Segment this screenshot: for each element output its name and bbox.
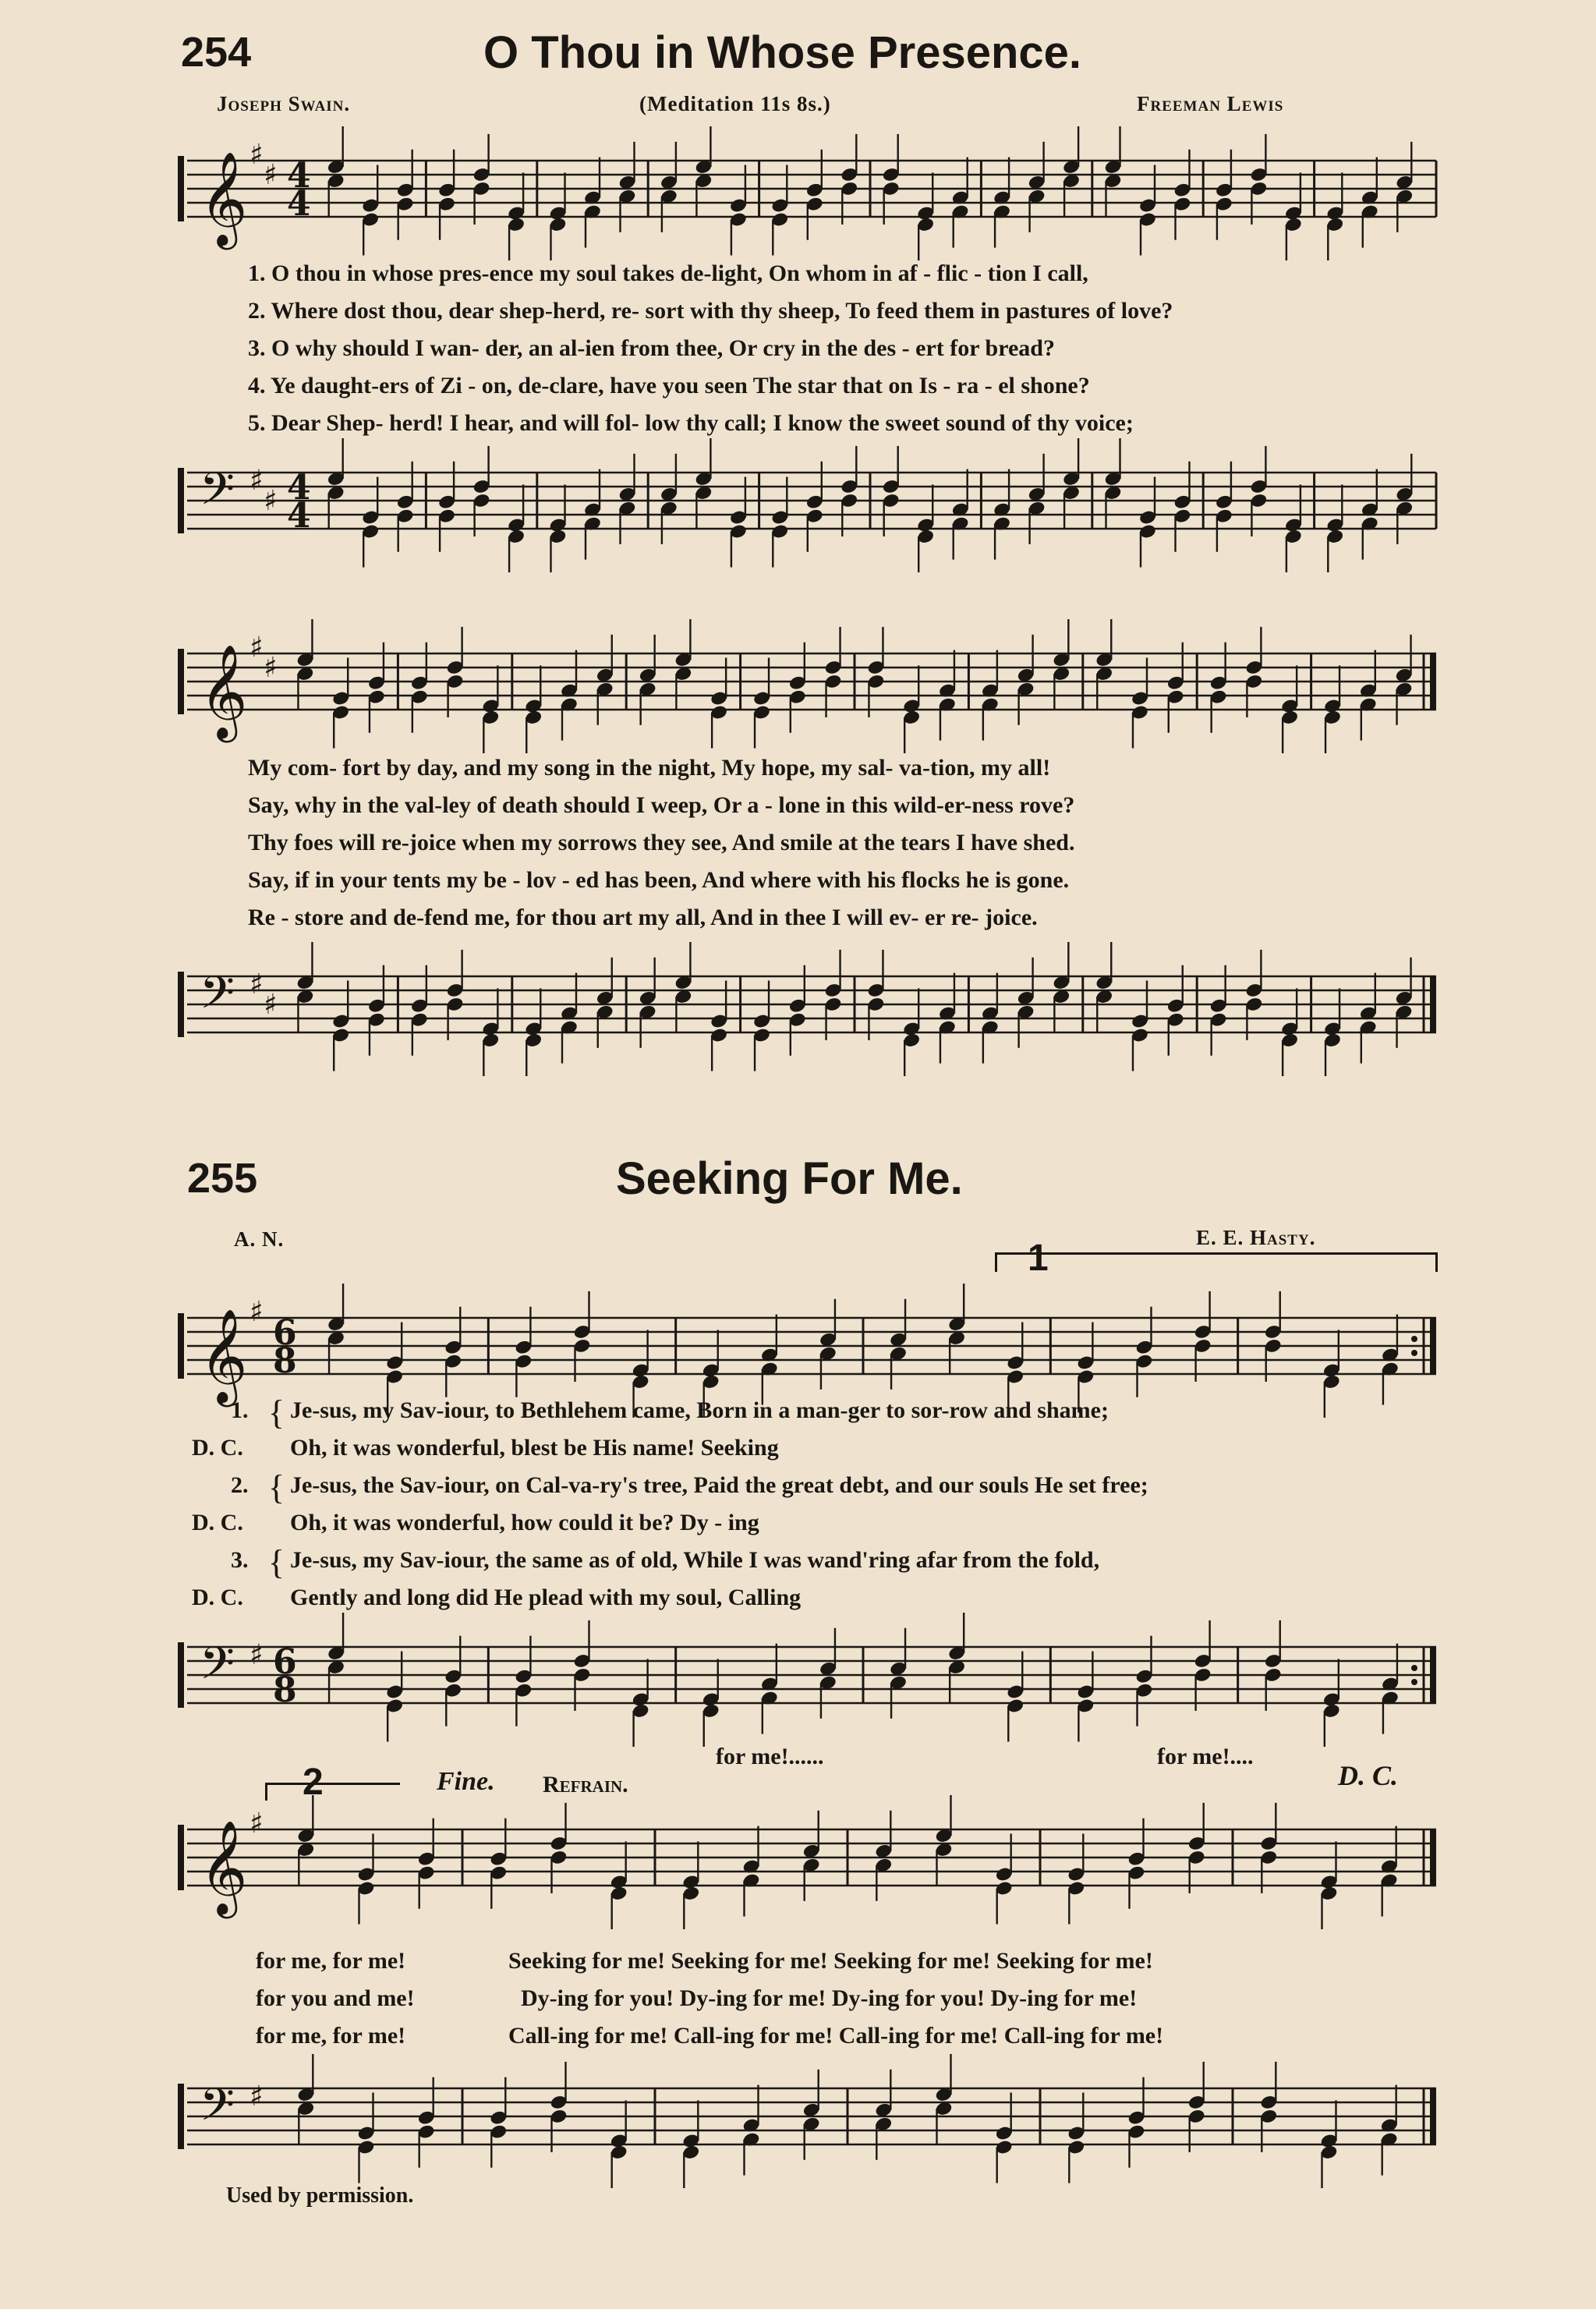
hymn-254-composer: Freeman Lewis [1137,92,1284,115]
refrain-start-2: for you and me! [256,1985,415,2011]
staff-254-treble-1 [178,137,1441,254]
treble-clef-icon: 𝄞 [200,643,248,738]
sharp-icon: ♯ [249,2081,264,2112]
hymn-255-composer: E. E. Hasty. [1196,1226,1316,1249]
first-ending-number: 1 [1028,1238,1049,1279]
hymn-254-verse-2-line-a: 2. Where dost thou, dear shep-herd, re- sort with thy sheep, To feed them in pastures of love? [248,298,1173,324]
hymn-255-verse-2: Je-sus, the Sav-iour, on Cal-va-ry's tree, Paid the great debt, and our souls He set free; [290,1472,1148,1498]
final-barline-thick [1430,653,1436,710]
hymn-254-number: 254 [181,29,252,76]
footer-permission: Used by permission. [226,2183,414,2208]
refrain-line-1: Seeking for me! Seeking for me! Seeking for me! Seeking for me! [508,1948,1153,1974]
system-bracket [178,1825,184,1890]
final-barline-thick [1430,1829,1436,1886]
fine-marking: Fine. [437,1767,495,1796]
time-signature-top: 4 [287,156,311,196]
sharp-icon: ♯ [249,465,264,497]
verse-label-dc-3: D. C. [192,1585,243,1610]
verse-label-1: 1. [231,1397,249,1423]
hymn-254-verse-5-line-a: 5. Dear Shep- herd! I hear, and will fol- low thy call; I know the sweet sound of thy voice; [248,410,1134,436]
hymn-254-verse-1-line-b: My com- fort by day, and my song in the night, My hope, my sal- va-tion, my all! [248,755,1051,781]
staff-255-bass-1 [178,1624,1441,1741]
repeat-dot [1411,1679,1417,1685]
hymn-255-dc-2: Oh, it was wonderful, how could it be? Dy - ing [290,1510,759,1535]
staff-255-treble-2 [178,1806,1441,1923]
system-bracket [178,1642,184,1708]
hymn-255-number: 255 [187,1155,258,1202]
sharp-icon: ♯ [249,139,264,171]
time-signature-top: 6 [273,1313,297,1353]
refrain-label: Refrain. [543,1772,628,1797]
staff-254-bass-2 [178,953,1441,1070]
final-barline-thick [1430,2088,1436,2144]
second-ending-bracket [265,1783,400,1801]
sharp-icon: ♯ [264,159,278,191]
sharp-icon: ♯ [264,485,278,517]
sharp-icon: ♯ [249,1639,264,1671]
verse-label-dc-2: D. C. [192,1510,243,1535]
treble-clef-icon: 𝄞 [200,1819,248,1914]
sharp-icon: ♯ [249,1808,264,1840]
hymn-254-verse-3-line-b: Thy foes will re-joice when my sorrows they see, And smile at the tears I have shed. [248,830,1075,855]
system-bracket [178,156,184,221]
time-signature-bottom: 8 [273,1670,297,1710]
treble-clef-icon: 𝄞 [200,1308,248,1403]
repeat-dot [1411,1350,1417,1356]
repeat-dot [1411,1665,1417,1671]
refrain-line-3: Call-ing for me! Call-ing for me! Call-ing for me! Call-ing for me! [508,2023,1164,2049]
sharp-icon: ♯ [249,969,264,1000]
system-bracket [178,468,184,533]
hymn-254-verse-4-line-b: Say, if in your tents my be - lov - ed has been, And where with his flocks he is gone. [248,867,1070,893]
sharp-icon: ♯ [249,1296,264,1328]
final-barline-thick [1430,1647,1436,1703]
hymn-254-author: Joseph Swain. [217,92,351,115]
staff-254-treble-2 [178,630,1441,747]
verse-brace-1: { [268,1394,285,1432]
hymn-254-meter: (Meditation 11s 8s.) [639,92,831,115]
system-bracket [178,972,184,1037]
sharp-icon: ♯ [264,989,278,1021]
refrain-line-2: Dy-ing for you! Dy-ing for me! Dy-ing for you! Dy-ing for me! [521,1985,1138,2011]
refrain-start-1: for me, for me! [256,1948,406,1974]
sharp-icon: ♯ [249,632,264,664]
refrain-start-3: for me, for me! [256,2023,406,2049]
first-ending-bracket [995,1252,1438,1272]
hymn-254-verse-4-line-a: 4. Ye daught-ers of Zi - on, de-clare, have you seen The star that on Is - ra - el shone? [248,373,1090,398]
hymn-255-meter-abbrev: A. N. [234,1227,285,1251]
staff-255-bass-2 [178,2065,1441,2182]
verse-label-2: 2. [231,1472,249,1498]
time-signature-top: 4 [287,468,311,508]
hymn-254-verse-1-line-a: 1. O thou in whose pres-ence my soul takes de-light, On whom in af - flic - tion I call, [248,260,1088,286]
echo-for-me-1: for me!...... [716,1744,824,1769]
hymn-255-verse-3: Je-sus, my Sav-iour, the same as of old, While I was wand'ring afar from the fold, [290,1547,1100,1573]
bass-clef-icon: 𝄢 [200,966,235,1030]
sharp-icon: ♯ [264,652,278,684]
treble-clef-icon: 𝄞 [200,151,248,246]
final-barline-thick [1430,976,1436,1032]
staff-254-bass-1 [178,449,1441,566]
verse-label-3: 3. [231,1547,249,1573]
verse-label-dc-1: D. C. [192,1435,243,1461]
hymn-254-verse-3-line-a: 3. O why should I wan- der, an al-ien from thee, Or cry in the des - ert for bread? [248,335,1055,361]
time-signature-bottom: 4 [287,496,311,536]
hymn-255-verse-1: Je-sus, my Sav-iour, to Bethlehem came, Born in a man-ger to sor-row and shame; [290,1397,1109,1423]
time-signature-bottom: 4 [287,184,311,224]
hymn-255-dc-3: Gently and long did He plead with my soul, Calling [290,1585,802,1610]
hymn-254-verse-2-line-b: Say, why in the val-ley of death should I weep, Or a - lone in this wild-er-ness rove? [248,792,1075,818]
bass-clef-icon: 𝄢 [200,2078,235,2142]
time-signature-top: 6 [273,1642,297,1682]
verse-brace-3: { [268,1543,285,1581]
second-ending-number: 2 [303,1762,324,1803]
staff-255-treble-1 [178,1294,1441,1411]
time-signature-bottom: 8 [273,1341,297,1381]
system-bracket [178,2084,184,2149]
verse-brace-2: { [268,1468,285,1507]
system-bracket [178,649,184,714]
system-bracket [178,1313,184,1379]
hymn-255-title: Seeking For Me. [616,1153,963,1204]
bass-clef-icon: 𝄢 [200,462,235,526]
dc-marking: D. C. [1338,1760,1399,1791]
bass-clef-icon: 𝄢 [200,1637,235,1701]
hymn-255-dc-1: Oh, it was wonderful, blest be His name! Seeking [290,1435,779,1461]
repeat-dot [1411,1336,1417,1342]
final-barline-thick [1430,1318,1436,1374]
echo-for-me-2: for me!.... [1157,1744,1254,1769]
hymn-254-title: O Thou in Whose Presence. [483,27,1082,78]
hymn-254-verse-5-line-b: Re - store and de-fend me, for thou art my all, And in thee I will ev- er re- joice. [248,905,1038,930]
